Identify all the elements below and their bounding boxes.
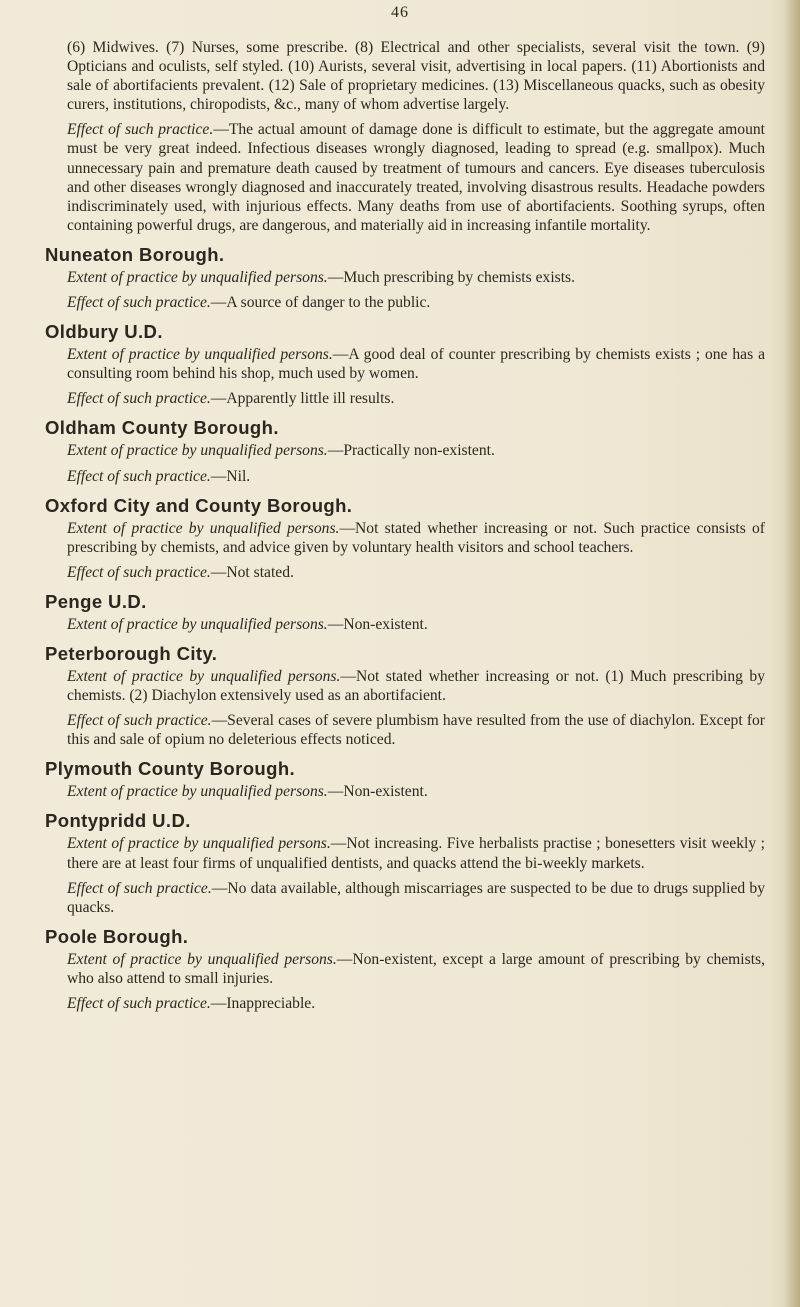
extent-paragraph: [45, 519, 765, 557]
effect-text: —No data available, although miscarriages are suspected to be due to drugs supplied by quacks.: [67, 879, 765, 916]
extent-label: Extent of practice by unqualified persons.: [67, 519, 340, 537]
section-heading: Pontypridd U.D.: [45, 810, 191, 832]
section-heading: Poole Borough.: [45, 925, 189, 947]
section-heading: Peterborough City.: [45, 642, 218, 664]
extent-paragraph: [45, 834, 765, 872]
effect-label: Effect of such practice.: [67, 390, 211, 408]
page-number: 46: [391, 4, 409, 21]
section-pontypridd: [45, 809, 765, 916]
effect-text: —Inappreciable.: [210, 995, 316, 1012]
extent-label: Extent of practice by unqualified persons.: [67, 615, 328, 633]
extent-label: Extent of practice by unqualified persons.: [67, 783, 328, 801]
extent-label: Extent of practice by unqualified persons.: [67, 667, 341, 685]
page-body: [45, 38, 765, 1013]
extent-paragraph: [45, 268, 765, 287]
extent-text: —A good deal of counter prescribing by chemists exists ; one has a consulting room behind his shop, much used by women.: [67, 346, 765, 383]
effect-label: Effect of such practice.: [67, 294, 211, 312]
extent-text: —Not increasing. Five herbalists practise ; bonesetters visit weekly ; there are at least four firms of unqualified dentists, and quacks attend the bi-weekly markets.: [67, 835, 765, 872]
effect-label: Effect of such practice.: [67, 467, 211, 485]
effect-paragraph: [45, 994, 765, 1013]
extent-paragraph: [45, 615, 765, 634]
section-nuneaton: [45, 243, 765, 312]
section-penge: [45, 590, 765, 634]
extent-paragraph: [45, 441, 765, 460]
section-heading: Oldbury U.D.: [45, 321, 163, 343]
effect-text: —A source of danger to the public.: [210, 294, 431, 312]
effect-label: Effect of such practice.: [67, 712, 212, 730]
section-plymouth: [45, 757, 765, 801]
extent-paragraph: [45, 667, 765, 705]
continuation-paragraph: (6) Midwives. (7) Nurses, some prescribe. (8) Electrical and other specialists, several visit the town. (9) Opticians and oculists, self styled. (10) Aurists, several visit, advertising in local papers. (11) Abortionists and sale of abortifacients prevalent. (12) Sale of proprietary medicines. (13) Miscellaneous quacks, such as obesity curers, institutions, chiropodists, &c., many of whom advertise largely.: [67, 39, 765, 114]
effect-text: —Not stated.: [210, 563, 294, 581]
effect-text: —Nil.: [210, 467, 251, 485]
extent-text: —Non-existent.: [327, 615, 428, 633]
section-heading: Oldham County Borough.: [45, 417, 279, 439]
section-heading: Penge U.D.: [45, 590, 147, 612]
effect-text: —Apparently little ill results.: [210, 390, 395, 408]
effect-label: Effect of such practice.: [67, 121, 214, 139]
section-poole: [45, 925, 765, 1013]
effect-paragraph: [45, 563, 765, 582]
effect-paragraph: [45, 711, 765, 749]
effect-text: —Several cases of severe plumbism have resulted from the use of diachylon. Except for this and sale of opium no deleterious effects noticed.: [67, 712, 766, 749]
effect-label: Effect of such practice.: [67, 563, 211, 581]
extent-text: —Non-existent, except a large amount of prescribing by chemists, who also attend to small injuries.: [67, 950, 765, 987]
page-edge-shadow: [784, 0, 800, 1307]
effect-paragraph: [45, 389, 765, 408]
effect-label: Effect of such practice.: [67, 879, 212, 897]
effect-paragraph: [45, 293, 765, 312]
extent-label: Extent of practice by unqualified persons.: [67, 835, 331, 853]
section-heading: Plymouth County Borough.: [45, 758, 296, 780]
section-oxford: [45, 494, 765, 582]
extent-text: —Much prescribing by chemists exists.: [327, 268, 576, 286]
extent-text: —Practically non-existent.: [327, 442, 495, 460]
section-oldbury: [45, 320, 765, 408]
effect-paragraph: [45, 879, 765, 917]
extent-paragraph: [45, 782, 765, 801]
intro-effect-paragraph: [45, 120, 765, 235]
extent-label: Extent of practice by unqualified persons.: [67, 950, 337, 968]
extent-label: Extent of practice by unqualified persons.: [67, 268, 328, 286]
extent-label: Extent of practice by unqualified persons.: [67, 346, 333, 364]
effect-text: —The actual amount of damage done is difficult to estimate, but the aggregate amount must be very great indeed. Infectious diseases wrongly diagnosed, leading to spread (e.g. smallpox). Much unnecessary pain and premature death caused by treatment of tumours and cancers. Eye diseases tuberculosis and other diseases wrongly diagnosed and inaccurately treated, involving disastrous results. Headache powders indiscriminately used, with injurious effects. Many deaths from use of abortifacients. Soothing syrups, often containing powerful drugs, are dangerous, and materially aid in increasing infantile mortality.: [67, 121, 765, 234]
extent-paragraph: [45, 950, 765, 988]
section-peterborough: [45, 642, 765, 749]
effect-paragraph: [45, 467, 765, 486]
extent-paragraph: [45, 345, 765, 383]
section-heading: Oxford City and County Borough.: [45, 494, 353, 516]
extent-text: —Not stated whether increasing or not. (1) Much prescribing by chemists. (2) Diachylon extensively used as an abortifacient.: [67, 667, 765, 705]
section-heading: Nuneaton Borough.: [45, 243, 225, 265]
effect-label: Effect of such practice.: [67, 995, 211, 1012]
extent-text: —Not stated whether increasing or not. Such practice consists of prescribing by chemists, and advice given by voluntary health visitors and school teachers.: [67, 519, 765, 556]
extent-text: —Non-existent.: [327, 783, 428, 801]
section-oldham: [45, 416, 765, 485]
extent-label: Extent of practice by unqualified persons.: [67, 442, 328, 460]
